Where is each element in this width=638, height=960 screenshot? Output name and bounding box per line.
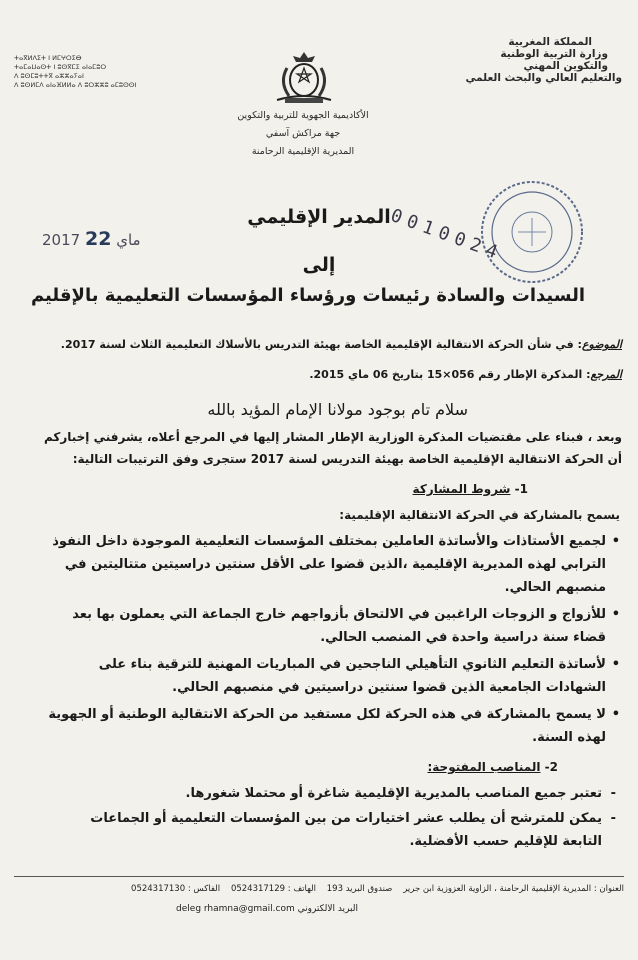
intro-paragraph xyxy=(12,426,622,470)
academy-block xyxy=(203,107,403,161)
reference-text: : المذكرة الإطار رقم 056×15 بتاريخ 06 ماي 2015. xyxy=(309,368,591,381)
section1-title: شروط المشاركة xyxy=(412,482,511,496)
tifinagh-line: ⵜⴰⵎⴰⵡⴰⵙⵜ ⵏ ⵓⵙⴳⵎⵉ ⴰⵏⴰⵎⵓⵔ xyxy=(14,63,107,71)
academy-line: الأكاديمية الجهوية للتربية والتكوين xyxy=(237,110,369,121)
footer-contact xyxy=(14,884,624,894)
subject-text: : في شأن الحركة الانتقالية الإقليمية الخاصة بهيئة التدريس بالأسلاك التعليمية الثلاث لسنة 2017. xyxy=(60,338,582,351)
section2-title: المناصب المفتوحة: xyxy=(427,760,541,774)
section1-list xyxy=(40,530,620,753)
intro-line: أن الحركة الانتقالية الإقليمية الخاصة بهيئة التدريس لسنة 2017 ستجرى وفق الترتيبات التالية: xyxy=(72,452,622,466)
ministry-line: والتعليم العالي والبحث العلمي xyxy=(465,72,622,84)
to-label: إلى xyxy=(302,254,336,276)
reference-label: المرجع xyxy=(590,368,622,381)
date-day: 22 xyxy=(84,228,112,250)
section1-number: 1- xyxy=(514,482,528,496)
greeting: سلام تام بوجود مولانا الإمام المؤيد بالله xyxy=(207,400,468,419)
date-year: 2017 xyxy=(42,231,81,249)
footer-address: العنوان : المديرية الإقليمية الرحامنة ، الزاوية العزوزية ابن جرير xyxy=(403,884,624,894)
footer-pobox-label: صندوق البريد xyxy=(345,884,393,894)
footer-divider xyxy=(14,876,624,877)
sender-title: المدير الإقليمي xyxy=(247,206,391,228)
footer-fax-label: الفاكس : xyxy=(187,884,221,894)
tifinagh-line: ⴷ ⵓⵙⵍⵎⴷ ⴰⵏⴰⴼⵍⵍⴰ ⴷ ⵓⵔⵣⵣⵓ ⴰⵎⵓⵙⵙⵏ xyxy=(14,81,137,89)
section2-list xyxy=(56,782,616,855)
footer-phone: 0524317129 xyxy=(230,884,286,894)
ministry-line: المملكة المغربية xyxy=(508,36,592,48)
date-stamp xyxy=(42,228,141,250)
list-item: • للأزواج و الزوجات الراغبين في الالتحاق بأزواجهم خارج الجماعة التي يعملون بها بعد قضاء سنة دراسية واحدة في المنصب الحالي. xyxy=(40,603,620,649)
date-month: ماي xyxy=(116,231,141,249)
footer-phone-label: الهاتف : xyxy=(287,884,316,894)
academy-line: المديرية الإقليمية الرحامنة xyxy=(251,146,355,157)
recipients-title: السيدات والسادة رئيسات ورؤساء المؤسسات التعليمية بالإقليم xyxy=(30,285,585,306)
list-item: • لأساتذة التعليم الثانوي التأهيلي الناجحين في المباريات المهنية للترقية بناء على الشهادات الجامعية الذين قضوا سنتين دراسيتين في منصبهم الحالي. xyxy=(40,653,620,699)
ministry-line: والتكوين المهني xyxy=(523,60,608,72)
footer-email[interactable]: deleg rhamna@gmail.com xyxy=(176,904,295,914)
tifinagh-line: ⴷ ⵓⵙⵎⵓⵜⵜⴳ ⴰⵣⵣⴰⵢⴰⵏ xyxy=(14,72,84,80)
intro-line: وبعد ، فبناء على مقتضيات المذكرة الوزارية الإطار المشار إليها في المرجع أعلاه، يشرفني إخباركم xyxy=(43,430,622,444)
subject-line xyxy=(7,338,622,351)
section2-number: 2- xyxy=(544,760,558,774)
footer-email-line xyxy=(170,904,358,914)
section1-lead: يسمح بالمشاركة في الحركة الانتقالية الإقليمية: xyxy=(339,508,620,522)
registration-number: 0010024 xyxy=(387,205,506,266)
academy-line: جهة مراكش آسفي xyxy=(265,128,341,139)
footer-fax: 0524317130 xyxy=(131,884,186,894)
section2-heading xyxy=(427,760,558,774)
footer-pobox: 193 xyxy=(326,884,343,894)
list-item: • لجميع الأستاذات والأساتذة العاملين بمختلف المؤسسات التعليمية الموجودة داخل النفوذ الترابي لهذه المديرية الإقليمية ،الذين قضوا على الأقل سنتين دراسيتين متتاليتين في منصبهم الحالي. xyxy=(40,530,620,599)
tifinagh-line: ⵜⴰⴳⵍⴷⵉⵜ ⵏ ⵍⵎⵖⵔⵉⴱ xyxy=(14,54,82,62)
list-item: - تعتبر جميع المناصب بالمديرية الإقليمية شاغرة أو محتملا شغورها. xyxy=(56,782,616,805)
subject-label: الموضوع xyxy=(581,338,622,351)
list-item: • لا يسمح بالمشاركة في هذه الحركة لكل مستفيد من الحركة الانتقالية الوطنية أو الجهوية لهذه السنة. xyxy=(40,703,620,749)
list-item: - يمكن للمترشح أن يطلب عشر اختيارات من بين المؤسسات التعليمية أو الجماعات التابعة للإقليم حسب الأفضلية. xyxy=(56,807,616,853)
reference-line xyxy=(7,368,622,381)
header-tifinagh xyxy=(14,54,214,90)
coat-of-arms-icon xyxy=(265,48,343,106)
ministry-line: وزارة التربية الوطنية xyxy=(500,48,608,60)
header-ministry xyxy=(392,36,622,84)
footer-email-label: البريد الالكتروني xyxy=(297,904,358,914)
section1-heading xyxy=(413,482,528,496)
